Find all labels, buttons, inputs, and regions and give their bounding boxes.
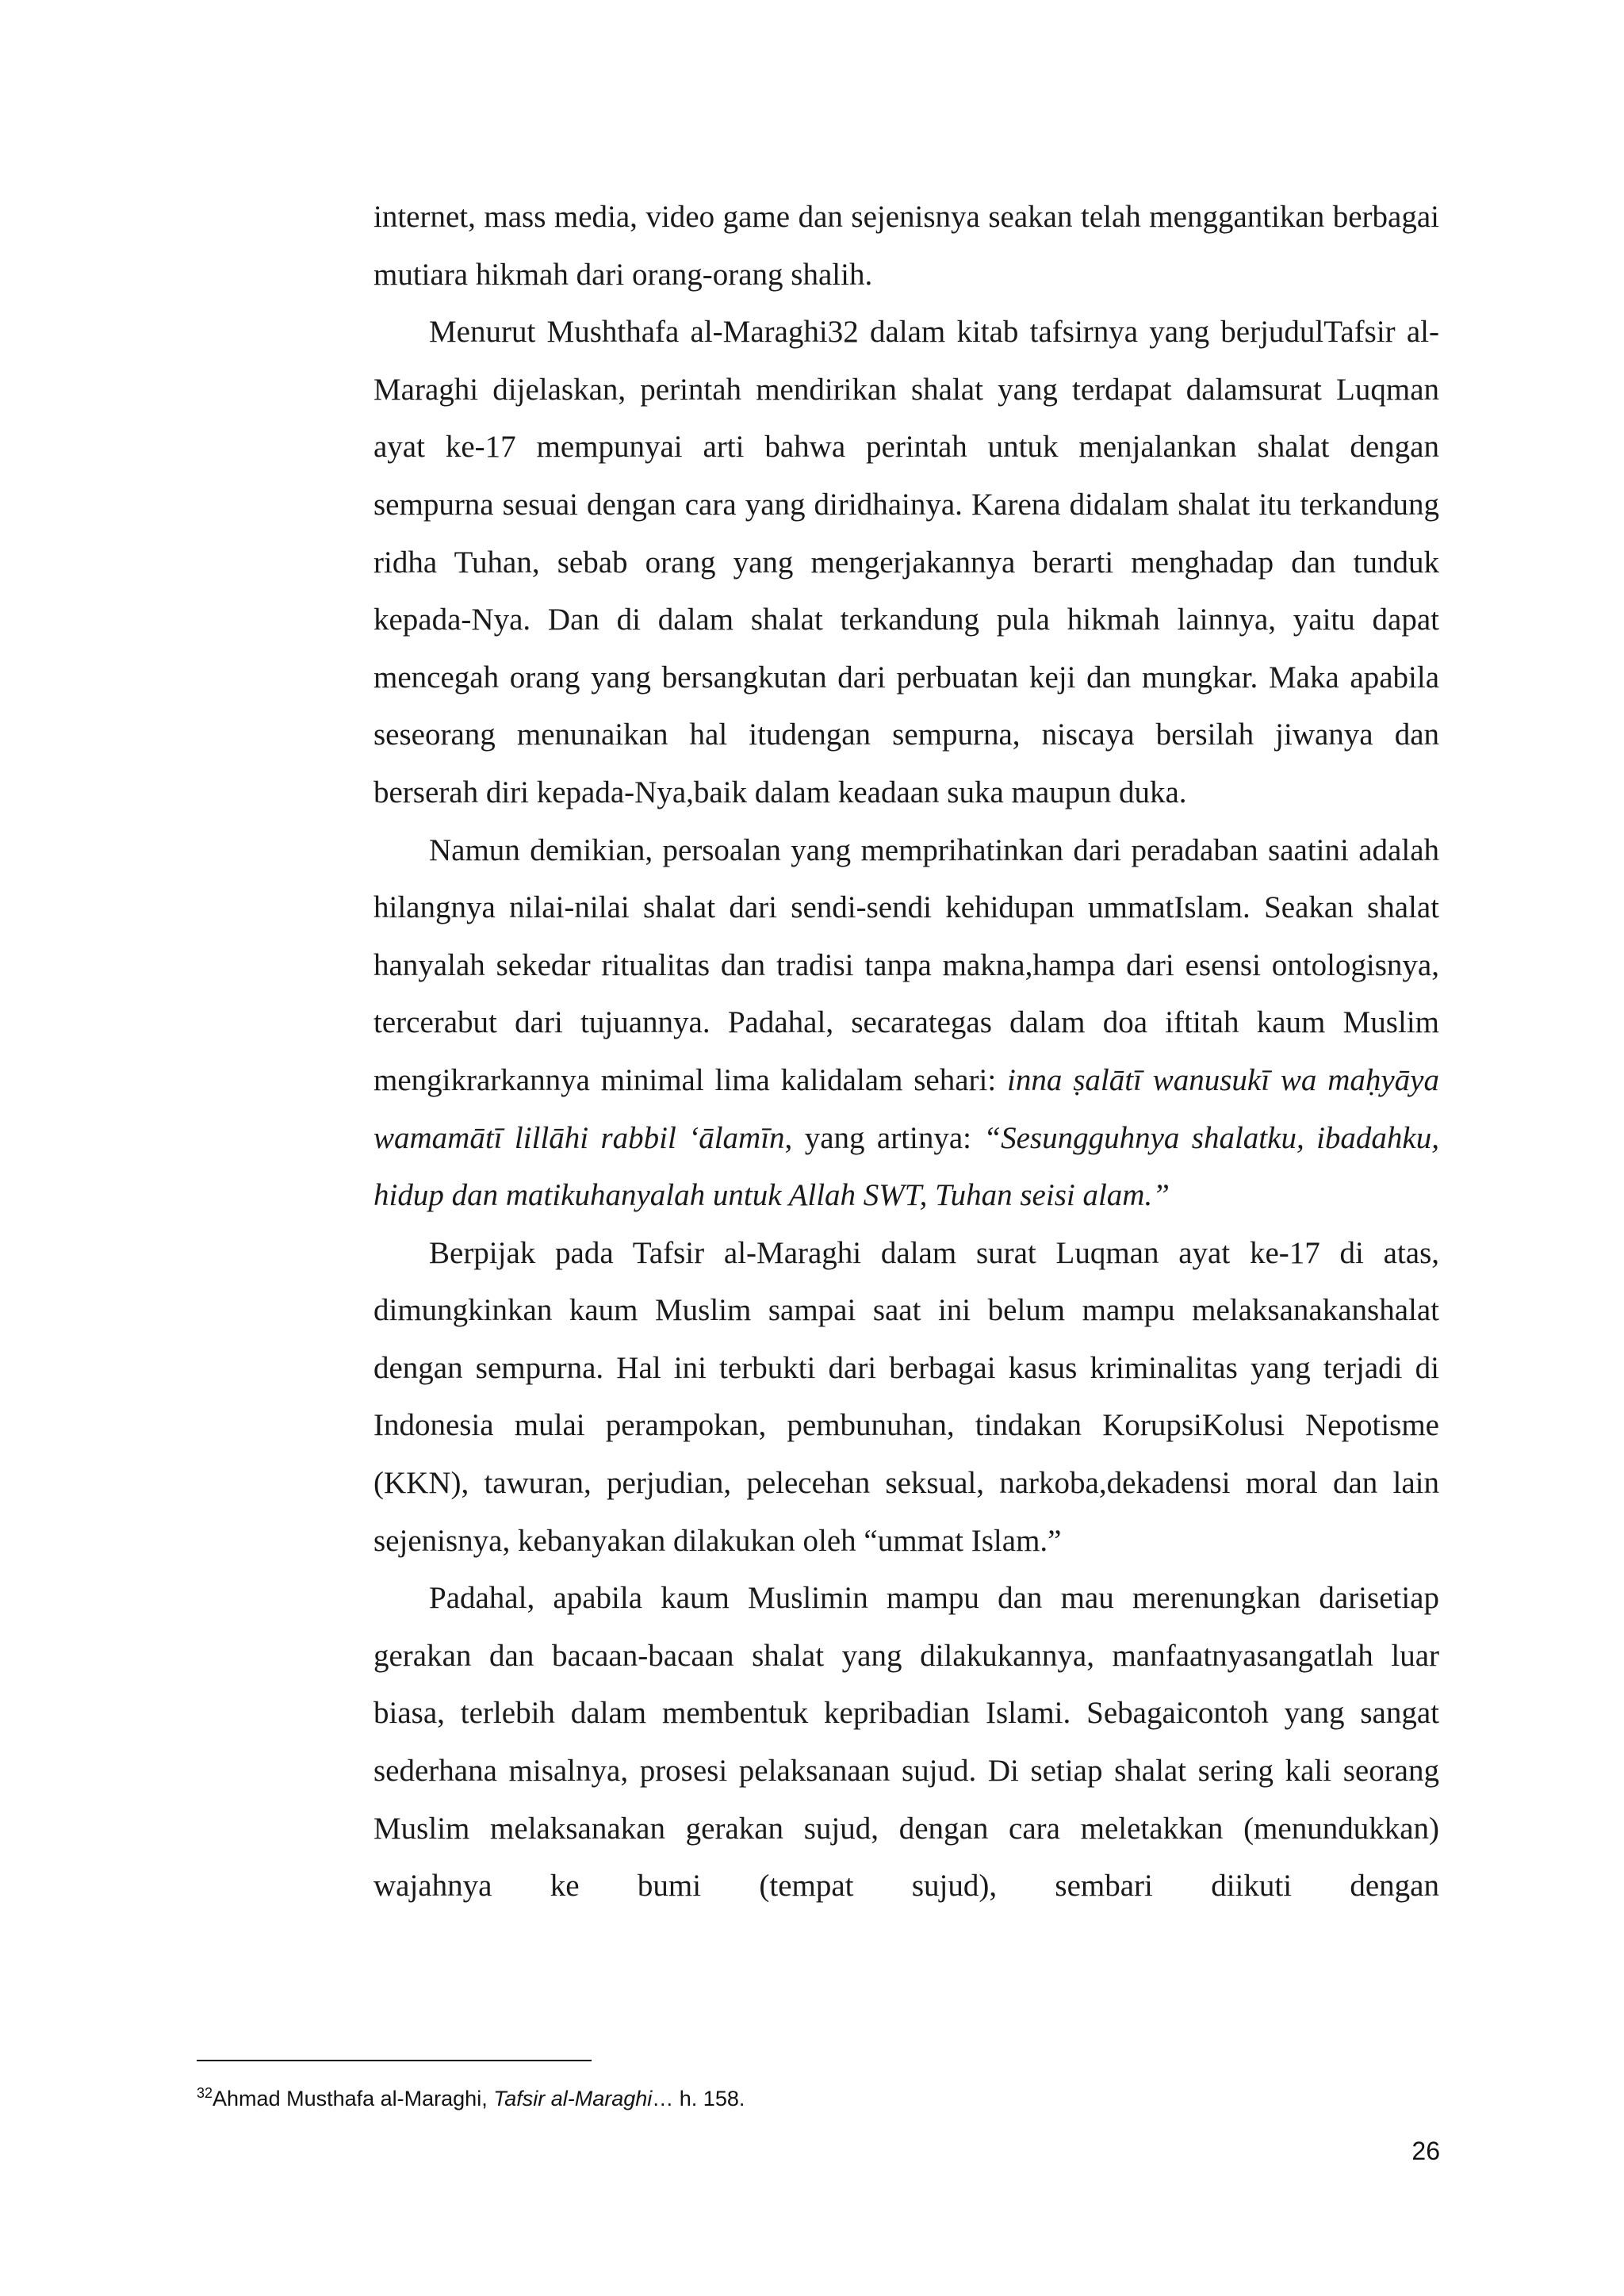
- footnote-rest: … h. 158.: [652, 2087, 745, 2110]
- doa-iftitah-transliteration: inna ṣalātī wanusukī wa maḥyāya wamamātī lillāhi rabbil ‘ālamīn: [373, 1062, 1439, 1155]
- paragraph-4: Berpijak pada Tafsir al-Maraghi dalam surat Luqman ayat ke-17 di atas, dimungkinkan kaum Muslim sampai saat ini belum mampu melaksanakanshalat dengan sempurna. Hal ini terbukti dari berbagai kasus kriminalitas yang terjadi di Indonesia mulai perampokan, pembunuhan, tindakan KorupsiKolusi Nepotisme (KKN), tawuran, perjudian, pelecehan seksual, narkoba,dekadensi moral dan lain sejenisnya, kebanyakan dilakukan oleh “ummat Islam.”: [373, 1235, 1439, 1558]
- paragraph-3: [373, 822, 1439, 1225]
- paragraph-2: Menurut Mushthafa al-Maraghi32 dalam kitab tafsirnya yang berjudulTafsir al-Maraghi dijelaskan, perintah mendirikan shalat yang terdapat dalamsurat Luqman ayat ke-17 mempunyai arti bahwa perintah untuk menjalankan shalat dengan sempurna sesuai dengan cara yang diridhainya. Karena didalam shalat itu terkandung ridha Tuhan, sebab orang yang mengerjakannya berarti menghadap dan tunduk kepada-Nya. Dan di dalam shalat terkandung pula hikmah lainnya, yaitu dapat mencegah orang yang bersangkutan dari perbuatan keji dan mungkar. Maka apabila seseorang menunaikan hal itudengan sempurna, niscaya bersilah jiwanya dan berserah diri kepada-Nya,baik dalam keadaan suka maupun duka.: [373, 315, 1439, 809]
- paragraph-3-text: Namun demikian, persoalan yang memprihatinkan dari peradaban saatini adalah hilangnya nilai-nilai shalat dari sendi-sendi kehidupan ummatIslam. Seakan shalat hanyalah sekedar ritualitas dan tradisi tanpa makna,hampa dari esensi ontologisnya, tercerabut dari tujuannya. Padahal, secarategas dalam doa iftitah kaum Muslim mengikrarkannya minimal lima kalidalam sehari:: [373, 832, 1439, 1097]
- paragraph-1: internet, mass media, video game dan sejenisnya seakan telah menggantikan berbagai mutiara hikmah dari orang-orang shalih.: [373, 200, 1439, 292]
- doa-iftitah-translation: “Sesungguhnya shalatku, ibadahku, hidup dan matikuhanyalah untuk Allah SWT, Tuhan seisi alam.”: [373, 1120, 1439, 1213]
- paragraph-5: Padahal, apabila kaum Muslimin mampu dan mau merenungkan darisetiap gerakan dan bacaan-bacaan shalat yang dilakukannya, manfaatnyasangatlah luar biasa, terlebih dalam membentuk kepribadian Islami. Sebagaicontoh yang sangat sederhana misalnya, prosesi pelaksanaan sujud. Di setiap shalat sering kali seorang Muslim melaksanakan gerakan sujud, dengan cara meletakkan (menundukkan) wajahnya ke bumi (tempat sujud), sembari diikuti dengan: [373, 1581, 1439, 1904]
- body-text: [373, 189, 1439, 1915]
- footnote-title: Tafsir al-Maraghi: [493, 2087, 653, 2110]
- footnote-divider: [197, 2060, 592, 2061]
- footnote: [197, 2077, 1307, 2114]
- footnote-author: Ahmad Musthafa al-Maraghi,: [213, 2087, 494, 2110]
- paragraph-3-mid: , yang artinya:: [784, 1120, 984, 1155]
- page-number: 26: [1411, 2137, 1440, 2165]
- footnote-number: 32: [197, 2085, 213, 2101]
